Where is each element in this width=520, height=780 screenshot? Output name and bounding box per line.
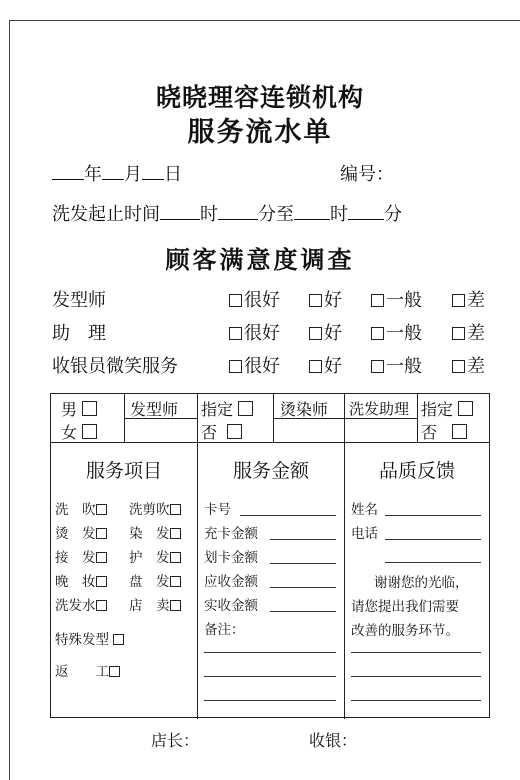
option-label: 一般 [386, 323, 422, 344]
not-assigned-option[interactable] [201, 420, 244, 443]
service-label: 烫 发 [55, 526, 96, 542]
col-feedback-header: 品质反馈 [378, 460, 455, 482]
checkbox[interactable] [113, 634, 124, 645]
option-good[interactable] [309, 319, 342, 345]
feedback-line[interactable] [351, 700, 481, 701]
checkbox[interactable] [96, 600, 107, 611]
checkbox[interactable] [452, 424, 467, 439]
service-table [50, 393, 490, 718]
rework-item[interactable] [55, 660, 122, 680]
service-label: 晚 妆 [55, 574, 96, 590]
service-item[interactable] [55, 498, 109, 518]
checkbox[interactable] [170, 504, 181, 515]
no-label: 否 [201, 423, 218, 442]
checkbox[interactable] [170, 576, 181, 587]
option-good[interactable] [309, 286, 342, 312]
option-label: 差 [467, 356, 485, 377]
serial-label: 编号： [340, 164, 394, 185]
date-line [52, 160, 182, 186]
no-label: 否 [421, 423, 438, 442]
thanks-text: 请您提出我们需要 [351, 599, 459, 615]
option-very-good[interactable] [229, 319, 280, 345]
checkbox[interactable] [170, 600, 181, 611]
checkbox[interactable] [452, 294, 465, 307]
feedback-line[interactable] [385, 562, 481, 563]
option-label: 一般 [386, 290, 422, 311]
checkbox[interactable] [238, 401, 253, 416]
checkbox[interactable] [371, 294, 384, 307]
checkbox[interactable] [96, 576, 107, 587]
form-title: 服务流水单 [187, 117, 333, 148]
service-label: 洗 吹 [55, 502, 96, 518]
org-name: 晓晓理容连锁机构 [155, 83, 364, 112]
option-label: 一般 [386, 356, 422, 377]
remarks-label: 备注： [204, 622, 245, 638]
day-label: 日 [164, 164, 182, 185]
start-min-blank[interactable] [218, 203, 258, 220]
min-to-label: 分至 [258, 204, 294, 225]
survey-row-label: 助 理 [52, 323, 106, 344]
option-label: 好 [324, 290, 342, 311]
option-label: 差 [467, 290, 485, 311]
option-average[interactable] [371, 319, 422, 345]
special-style-item[interactable] [55, 628, 126, 648]
manager-label: 店长： [151, 731, 200, 750]
checkbox[interactable] [371, 327, 384, 340]
divider [124, 394, 125, 442]
divider [197, 394, 198, 719]
end-min-blank[interactable] [348, 203, 384, 220]
year-label: 年 [84, 164, 102, 185]
amount-label: 实收金额 [204, 598, 258, 614]
service-item[interactable] [129, 570, 183, 590]
option-label: 很好 [244, 356, 280, 377]
female-label: 女 [61, 423, 78, 442]
received-field[interactable] [270, 611, 336, 612]
checkbox[interactable] [309, 360, 322, 373]
receivable-field[interactable] [270, 587, 336, 588]
service-item[interactable] [55, 570, 109, 590]
col-amount-header: 服务金额 [232, 460, 309, 482]
option-average[interactable] [371, 352, 422, 378]
col-service-header: 服务项目 [85, 460, 162, 482]
service-label: 护 发 [129, 550, 170, 566]
stylist-label: 发型师 [130, 400, 179, 419]
checkbox[interactable] [170, 528, 181, 539]
feedback-line[interactable] [351, 652, 481, 653]
thanks-text: 谢谢您的光临， [374, 575, 469, 591]
name-field[interactable] [385, 515, 481, 516]
hour-label: 时 [200, 204, 218, 225]
hour-label-2: 时 [330, 204, 348, 225]
service-label: 返 工 [55, 664, 109, 680]
start-hour-blank[interactable] [160, 203, 200, 220]
checkbox[interactable] [452, 327, 465, 340]
thanks-text: 改善的服务环节。 [351, 623, 459, 639]
service-item[interactable] [129, 522, 183, 542]
assigned-label: 指定 [201, 400, 234, 419]
min-label-2: 分 [384, 204, 402, 225]
divider [344, 394, 345, 719]
option-poor[interactable] [452, 352, 485, 378]
remarks-line[interactable] [204, 652, 336, 653]
checkbox[interactable] [96, 552, 107, 563]
month-label: 月 [124, 164, 142, 185]
assigned-option[interactable] [201, 397, 255, 420]
option-average[interactable] [371, 286, 422, 312]
not-assigned-option-2[interactable] [421, 420, 469, 443]
remarks-line[interactable] [204, 676, 336, 677]
service-label: 店 卖 [129, 598, 170, 614]
feedback-label: 姓名 [351, 502, 378, 518]
checkbox[interactable] [82, 424, 97, 439]
year-blank[interactable] [52, 163, 84, 180]
card-number-field[interactable] [240, 515, 336, 516]
wash-time-label: 洗发起止时间 [52, 204, 160, 225]
option-good[interactable] [309, 352, 342, 378]
checkbox[interactable] [371, 360, 384, 373]
checkbox[interactable] [458, 401, 473, 416]
remarks-line[interactable] [204, 700, 336, 701]
amount-label: 充卡金额 [204, 526, 258, 542]
checkbox[interactable] [229, 327, 242, 340]
survey-row-label: 收银员微笑服务 [52, 356, 178, 377]
option-poor[interactable] [452, 319, 485, 345]
option-poor[interactable] [452, 286, 485, 312]
service-label: 特殊发型 [55, 632, 109, 648]
checkbox[interactable] [96, 528, 107, 539]
checkbox[interactable] [82, 401, 97, 416]
gender-male[interactable] [61, 397, 99, 420]
option-label: 差 [467, 323, 485, 344]
month-blank[interactable] [102, 163, 124, 180]
checkbox[interactable] [227, 424, 242, 439]
assigned-label: 指定 [421, 400, 454, 419]
feedback-line[interactable] [351, 676, 481, 677]
checkbox[interactable] [109, 666, 120, 677]
survey-row-label: 发型师 [52, 290, 106, 311]
divider [417, 394, 418, 442]
amount-label: 应收金额 [204, 574, 258, 590]
service-item[interactable] [55, 522, 109, 542]
perm-dye-label: 烫染师 [280, 400, 329, 419]
amount-label: 划卡金额 [204, 550, 258, 566]
service-item[interactable] [55, 546, 109, 566]
checkbox[interactable] [229, 360, 242, 373]
survey-title: 顾客满意度调查 [165, 245, 355, 274]
wash-time-line [52, 200, 402, 226]
service-item[interactable] [129, 498, 183, 518]
service-label: 染 发 [129, 526, 170, 542]
checkbox[interactable] [229, 294, 242, 307]
assigned-option-2[interactable] [421, 397, 475, 420]
feedback-label: 电话 [351, 526, 378, 542]
option-very-good[interactable] [229, 352, 280, 378]
gender-female[interactable] [61, 420, 99, 443]
service-label: 盘 发 [129, 574, 170, 590]
option-label: 很好 [244, 323, 280, 344]
checkbox[interactable] [452, 360, 465, 373]
option-very-good[interactable] [229, 286, 280, 312]
service-label: 接 发 [55, 550, 96, 566]
amount-label: 卡号 [204, 502, 231, 518]
male-label: 男 [61, 400, 78, 419]
divider [273, 394, 274, 442]
option-label: 好 [324, 323, 342, 344]
cashier-label: 收银： [309, 731, 358, 750]
end-hour-blank[interactable] [294, 203, 330, 220]
service-item[interactable] [129, 594, 183, 614]
checkbox[interactable] [309, 327, 322, 340]
card-charge-field[interactable] [270, 563, 336, 564]
day-blank[interactable] [142, 163, 164, 180]
service-label: 洗发水 [55, 598, 96, 614]
checkbox[interactable] [170, 552, 181, 563]
checkbox[interactable] [309, 294, 322, 307]
option-label: 好 [324, 356, 342, 377]
service-label: 洗剪吹 [129, 502, 170, 518]
wash-assistant-label: 洗发助理 [349, 400, 410, 418]
recharge-amount-field[interactable] [270, 539, 336, 540]
service-item[interactable] [55, 594, 109, 614]
phone-field[interactable] [385, 539, 481, 540]
checkbox[interactable] [96, 504, 107, 515]
service-item[interactable] [129, 546, 183, 566]
option-label: 很好 [244, 290, 280, 311]
